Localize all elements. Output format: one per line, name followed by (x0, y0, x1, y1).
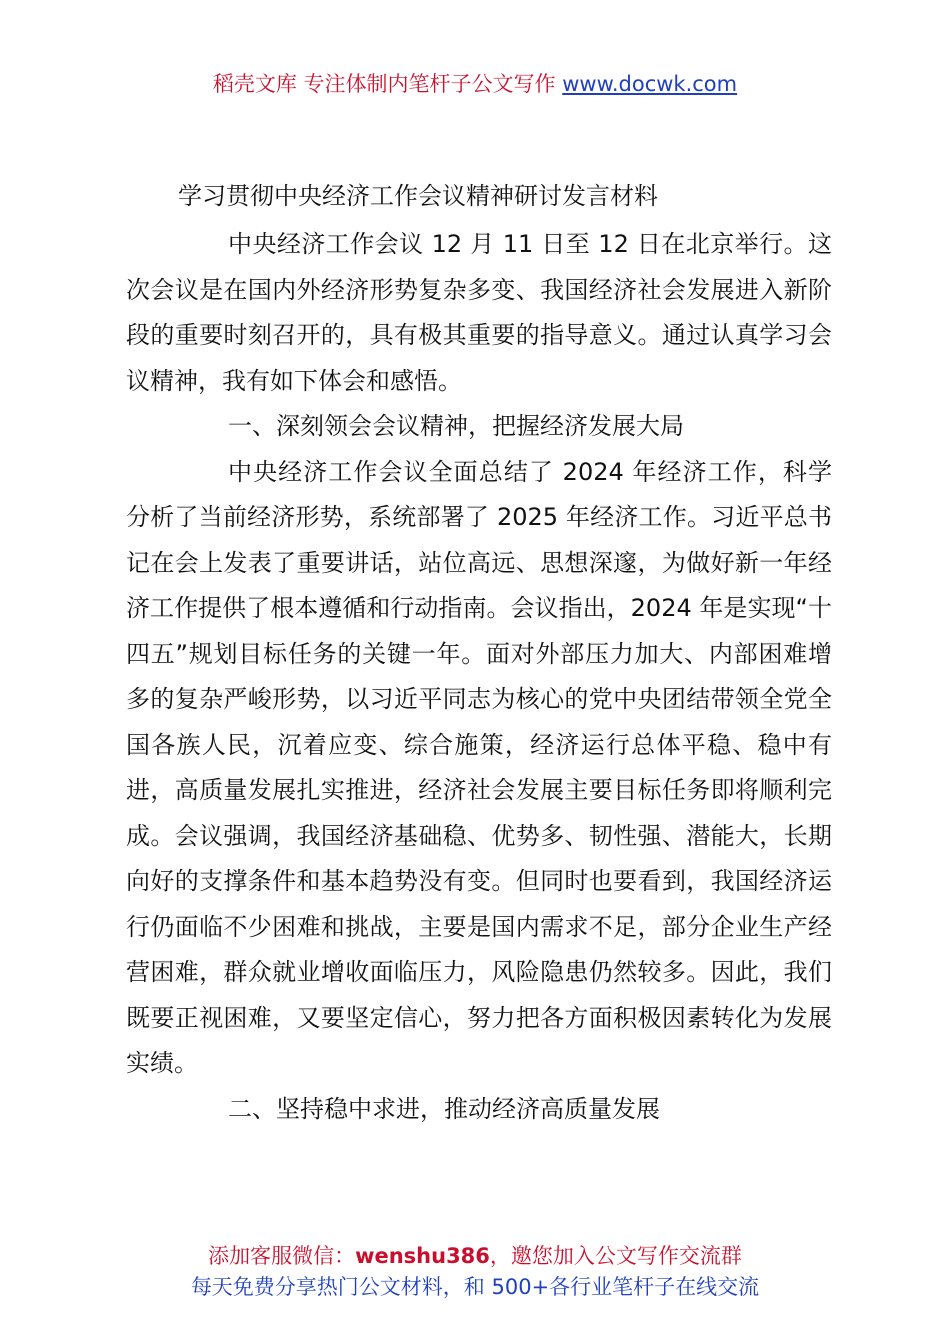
paragraph-intro: 中央经济工作会议 12 月 11 日至 12 日在北京举行。这次会议是在国内外经济形势复杂多变、我国经济社会发展进入新阶段的重要时刻召开的，具有极其重要的指导意义。通过认真学习会议精神，我有如下体会和感悟。 (126, 230, 832, 395)
footer-wechat-suffix: ，邀您加入公文写作交流群 (489, 1244, 742, 1268)
footer-promo-line: 每天免费分享热门公文材料，和 500+各行业笔杆子在线交流 (190, 1275, 760, 1299)
section-heading-2: 二、坚持稳中求进，推动经济高质量发展 (228, 1094, 660, 1123)
page-footer (0, 1241, 950, 1303)
footer-wechat-line (0, 1241, 950, 1272)
header-url-link[interactable]: www.docwk.com (562, 72, 738, 96)
footer-wechat-id: wenshu386 (355, 1244, 490, 1268)
header-brand: 稻壳文库 专注体制内笔杆子公文写作 (212, 72, 556, 96)
section-heading-1: 一、深刻领会会议精神，把握经济发展大局 (228, 412, 684, 440)
footer-wechat-prefix: 添加客服微信： (208, 1244, 356, 1268)
document-body (126, 222, 832, 1132)
document-title: 学习贯彻中央经济工作会议精神研讨发言材料 (178, 182, 658, 210)
page-header (0, 70, 950, 98)
paragraph-section-1: 中央经济工作会议全面总结了 2024 年经济工作，科学分析了当前经济形势，系统部署了 2025 年经济工作。习近平总书记在会上发表了重要讲话，站位高远、思想深邃，为做好新一年经济工作提供了根本遵循和行动指南。会议指出，2024 年是实现“十四五”规划目标任务的关键一年。面对外部压力加大、内部困难增多的复杂严峻形势，以习近平同志为核心的党中央团结带领全党全国各族人民，沉着应变、综合施策，经济运行总体平稳、稳中有进，高质量发展扎实推进，经济社会发展主要目标任务即将顺利完成。会议强调，我国经济基础稳、优势多、韧性强、潜能大，长期向好的支撑条件和基本趋势没有变。但同时也要看到，我国经济运行仍面临不少困难和挑战，主要是国内需求不足，部分企业生产经营困难，群众就业增收面临压力，风险隐患仍然较多。因此，我们既要正视困难，又要坚定信心，努力把各方面积极因素转化为发展实绩。 (126, 457, 832, 1077)
